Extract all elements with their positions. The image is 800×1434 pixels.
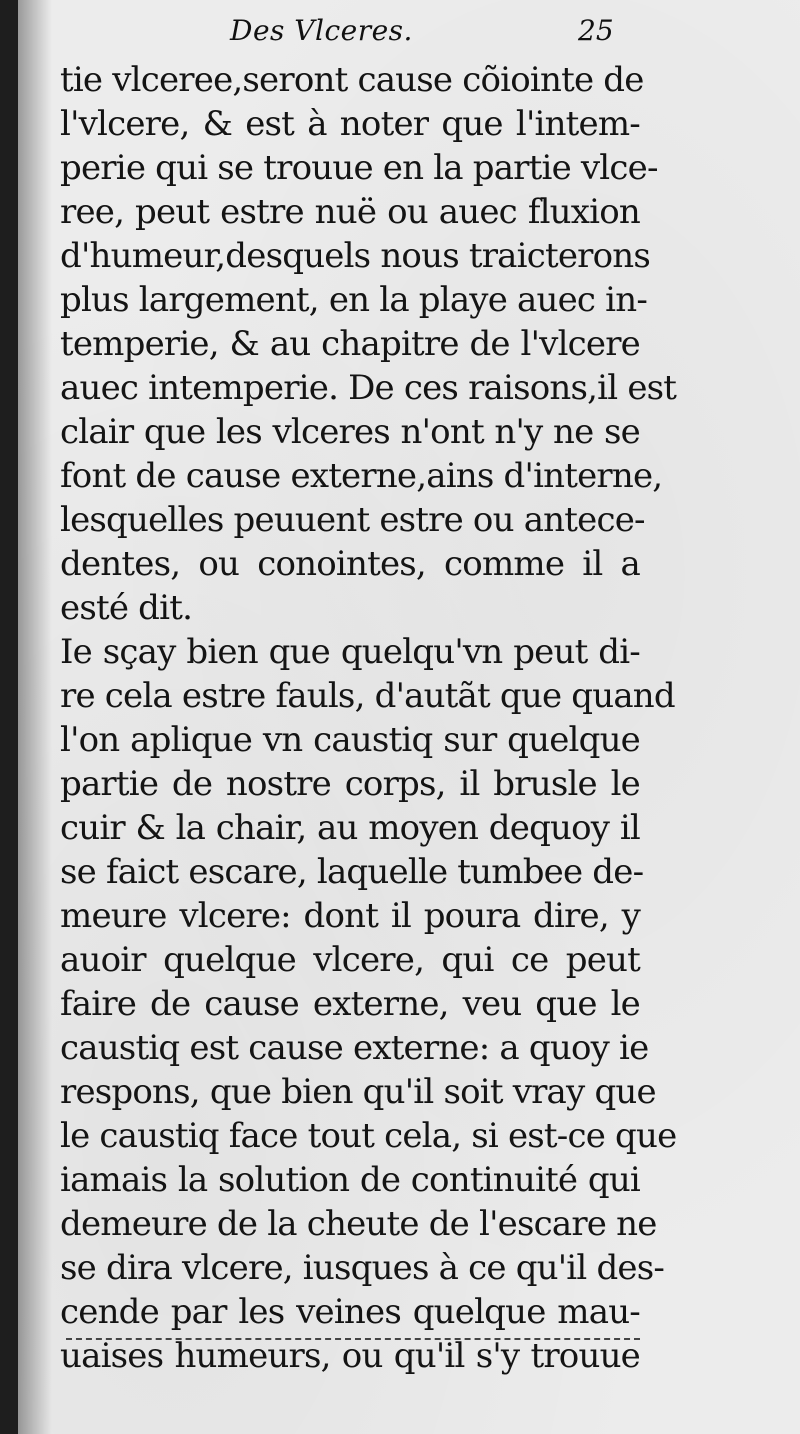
text-line: uaises humeurs, ou qu'il s'y trouue: [60, 1336, 640, 1376]
text-line: lesquelles peuuent estre ou antece-: [60, 500, 645, 540]
text-line: temperie, & au chapitre de l'vlcere: [60, 324, 640, 364]
body-text: [60, 58, 677, 1378]
page-number: 25: [578, 14, 614, 47]
text-line: ree, peut estre nuë ou auec fluxion: [60, 192, 640, 232]
text-line: dentes, ou conointes, comme il a: [60, 544, 640, 584]
page-header: [18, 14, 800, 54]
text-line: l'vlcere, & est à noter que l'intem-: [60, 104, 640, 144]
text-line: re cela estre fauls, d'autãt que quand: [60, 676, 675, 716]
text-line: cuir & la chair, au moyen dequoy il: [60, 808, 640, 848]
text-line: l'on aplique vn caustiq sur quelque: [60, 720, 640, 760]
text-line: auec intemperie. De ces raisons,il est: [60, 368, 677, 408]
text-line: clair que les vlceres n'ont n'y ne se: [60, 412, 640, 452]
text-line: d'humeur,desquels nous traicterons: [60, 236, 651, 276]
running-title: Des Vlceres.: [230, 14, 413, 47]
page-gutter-shadow: [18, 0, 52, 1434]
text-line: font de cause externe,ains d'interne,: [60, 456, 663, 496]
text-line: le caustiq face tout cela, si est-ce que: [60, 1116, 677, 1156]
text-line: se dira vlcere, iusques à ce qu'il des-: [60, 1248, 665, 1288]
text-line: esté dit.: [60, 588, 193, 628]
text-line: respons, que bien qu'il soit vray que: [60, 1072, 656, 1112]
text-line: plus largement, en la playe auec in-: [60, 280, 648, 320]
book-page: [18, 0, 800, 1434]
text-line: faire de cause externe, veu que le: [60, 984, 640, 1024]
text-line: partie de nostre corps, il brusle le: [60, 764, 640, 804]
text-line: auoir quelque vlcere, qui ce peut: [60, 940, 640, 980]
text-line: meure vlcere: dont il poura dire, y: [60, 896, 640, 936]
text-line: cende par les veines quelque mau-: [60, 1292, 640, 1332]
text-line: se faict escare, laquelle tumbee de-: [60, 852, 644, 892]
bottom-rule: [66, 1338, 640, 1340]
text-line: iamais la solution de continuité qui: [60, 1160, 640, 1200]
text-line: tie vlceree,seront cause cõiointe de: [60, 60, 644, 100]
text-line: demeure de la cheute de l'escare ne: [60, 1204, 657, 1244]
text-line: Ie sçay bien que quelqu'vn peut di-: [60, 632, 640, 672]
text-line: caustiq est cause externe: a quoy ie: [60, 1028, 649, 1068]
text-line: perie qui se trouue en la partie vlce-: [60, 148, 658, 188]
